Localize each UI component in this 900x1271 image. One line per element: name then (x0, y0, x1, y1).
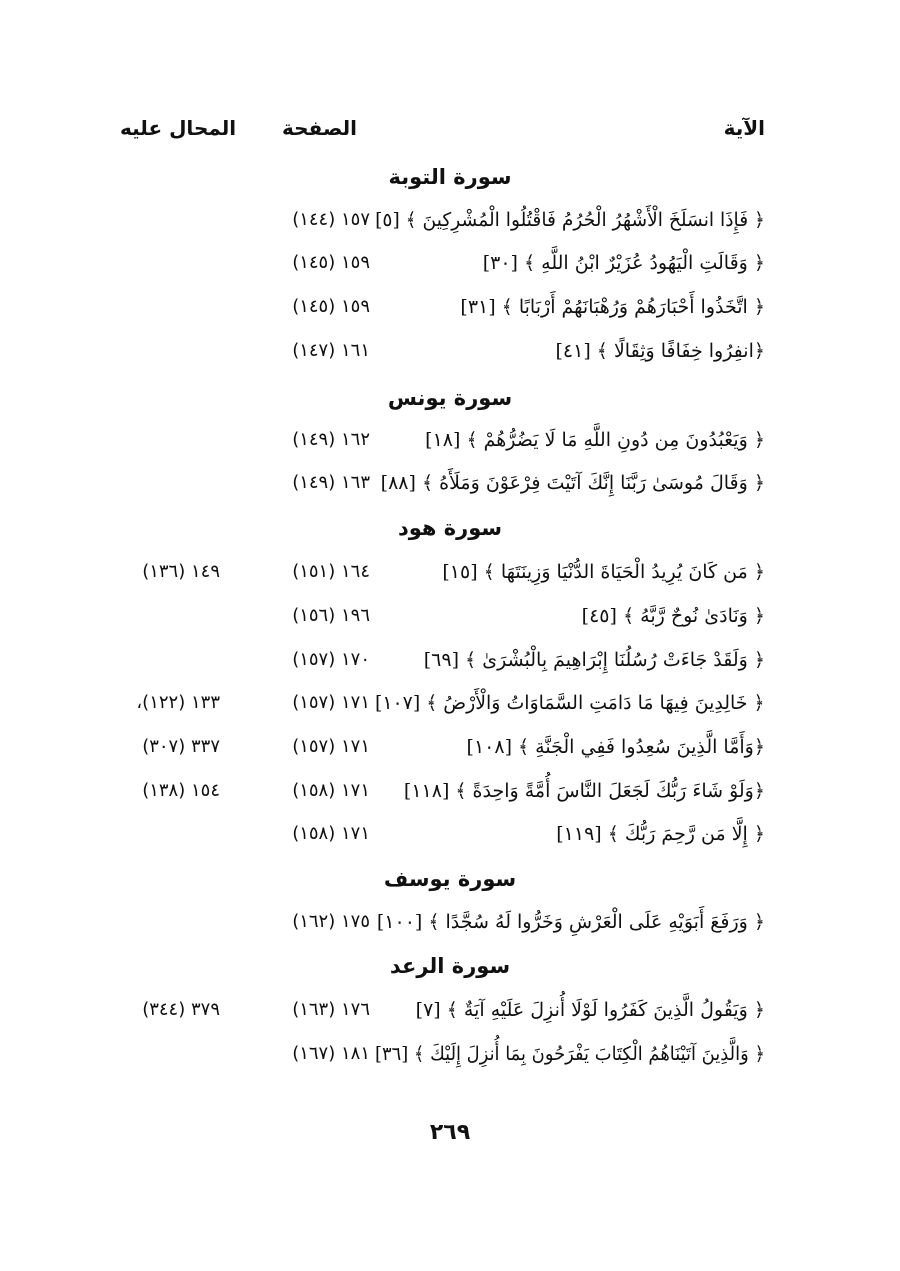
page-ref: ١٩٦ (١٥٦) (292, 605, 370, 626)
table-row (0, 243, 900, 283)
page-ref: ١٦٤ (١٥١) (292, 561, 370, 582)
table-row (0, 552, 900, 592)
page-ref: ١٧١ (١٥٧) (292, 692, 370, 713)
page-ref: ١٧٥ (١٦٢) (292, 911, 370, 932)
table-row (0, 727, 900, 767)
table-row (0, 902, 900, 942)
page-ref: ١٧١ (١٥٨) (292, 823, 370, 844)
table-row (0, 200, 900, 240)
surah-title: سورة هود (397, 516, 503, 540)
page-ref: ١٧٠ (١٥٧) (292, 649, 370, 670)
page-ref: ١٦١ (١٤٧) (292, 340, 370, 361)
ayah-text: ﴿ فَإِذَا انسَلَخَ الْأَشْهُرُ الْحُرُمُ فَاقْتُلُوا الْمُشْرِكِينَ ﴾ [٥] (375, 209, 765, 231)
surah-title: سورة التوبة (388, 165, 512, 189)
page-ref: ١٥٧ (١٤٤) (292, 209, 370, 230)
table-row (0, 463, 900, 503)
surah-title: سورة الرعد (389, 954, 511, 978)
table-row (0, 287, 900, 327)
page-ref: ١٥٩ (١٤٥) (292, 296, 370, 317)
ayah-text: ﴿ مَن كَانَ يُرِيدُ الْحَيَاةَ الدُّنْيَا وَزِينَتَهَا ﴾ [١٥] (442, 561, 765, 583)
page-ref: ١٧٦ (١٦٣) (292, 999, 370, 1020)
referred-ref: ١٣٣ (١٢٢)، (136, 692, 220, 713)
ayah-text: ﴿ وَنَادَىٰ نُوحٌ رَّبَّهُ ﴾ [٤٥] (581, 605, 765, 627)
table-row (0, 990, 900, 1030)
table-row (0, 683, 900, 723)
table-row (0, 331, 900, 371)
header-page: الصفحة (282, 116, 358, 140)
table-row (0, 596, 900, 636)
surah-title: سورة يوسف (383, 867, 517, 891)
table-row (0, 640, 900, 680)
header-referred: المحال عليه (120, 116, 237, 140)
table-row (0, 1034, 900, 1074)
page-ref: ١٧١ (١٥٧) (292, 736, 370, 757)
referred-ref: ٣٣٧ (٣٠٧) (142, 736, 220, 757)
ayah-text: ﴿ إِلَّا مَن رَّحِمَ رَبُّكَ ﴾ [١١٩] (556, 823, 765, 845)
table-row (0, 814, 900, 854)
ayah-text: ﴿ وَقَالَتِ الْيَهُودُ عُزَيْرٌ ابْنُ اللَّهِ ﴾ [٣٠] (482, 252, 765, 274)
page-number: ٢٦٩ (429, 1120, 471, 1145)
table-row (0, 420, 900, 460)
ayah-text: ﴿ وَلَقَدْ جَاءَتْ رُسُلُنَا إِبْرَاهِيمَ بِالْبُشْرَىٰ ﴾ [٦٩] (423, 649, 765, 671)
page-ref: ١٨١ (١٦٧) (292, 1043, 370, 1064)
referred-ref: ٣٧٩ (٣٤٤) (142, 999, 220, 1020)
ayah-text: ﴿وَلَوْ شَاءَ رَبُّكَ لَجَعَلَ النَّاسَ أُمَّةً وَاحِدَةً ﴾ [١١٨] (403, 780, 765, 802)
ayah-text: ﴿ وَيَعْبُدُونَ مِن دُونِ اللَّهِ مَا لَا يَضُرُّهُمْ ﴾ [١٨] (425, 429, 765, 451)
table-row (0, 771, 900, 811)
ayah-text: ﴿ وَيَقُولُ الَّذِينَ كَفَرُوا لَوْلَا أُنزِلَ عَلَيْهِ آيَةٌ ﴾ [٧] (415, 999, 765, 1021)
referred-ref: ١٤٩ (١٣٦) (142, 561, 220, 582)
page-ref: ١٦٢ (١٤٩) (292, 429, 370, 450)
ayah-text: ﴿ وَالَّذِينَ آتَيْنَاهُمُ الْكِتَابَ يَفْرَحُونَ بِمَا أُنزِلَ إِلَيْكَ ﴾ [٣٦] (375, 1043, 765, 1065)
page-ref: ١٦٣ (١٤٩) (292, 472, 370, 493)
ayah-text: ﴿وَأَمَّا الَّذِينَ سُعِدُوا فَفِي الْجَنَّةِ ﴾ [١٠٨] (466, 736, 765, 758)
ayah-text: ﴿ وَرَفَعَ أَبَوَيْهِ عَلَى الْعَرْشِ وَخَرُّوا لَهُ سُجَّدًا ﴾ [١٠٠] (376, 911, 765, 933)
referred-ref: ١٥٤ (١٣٨) (142, 780, 220, 801)
ayah-text: ﴿ وَقَالَ مُوسَىٰ رَبَّنَا إِنَّكَ آتَيْتَ فِرْعَوْنَ وَمَلَأَهُ ﴾ [٨٨] (380, 472, 765, 494)
page-ref: ١٥٩ (١٤٥) (292, 252, 370, 273)
page-ref: ١٧١ (١٥٨) (292, 780, 370, 801)
header-ayah: الآية (723, 116, 765, 140)
ayah-text: ﴿انفِرُوا خِفَافًا وَثِقَالًا ﴾ [٤١] (555, 340, 765, 362)
surah-title: سورة يونس (387, 386, 513, 410)
ayah-text: ﴿ خَالِدِينَ فِيهَا مَا دَامَتِ السَّمَاوَاتُ وَالْأَرْضُ ﴾ [١٠٧] (375, 692, 765, 714)
ayah-text: ﴿ اتَّخَذُوا أَحْبَارَهُمْ وَرُهْبَانَهُمْ أَرْبَابًا ﴾ [٣١] (460, 296, 765, 318)
